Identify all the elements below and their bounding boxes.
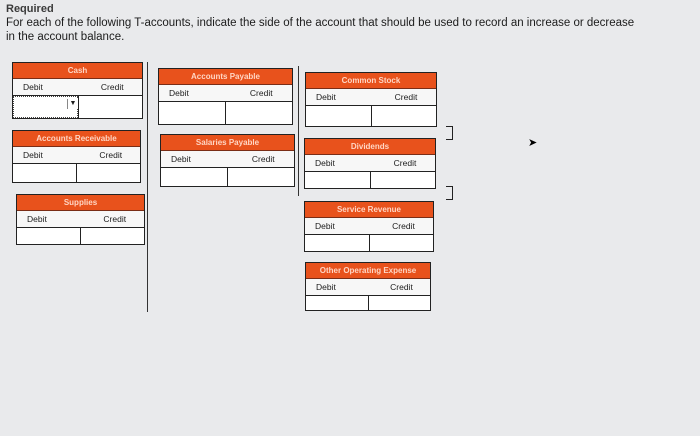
debit-label: Debit [315,158,335,168]
debit-label: Debit [316,282,336,292]
debit-label: Debit [23,150,43,160]
debit-label: Debit [27,214,47,224]
credit-entry[interactable] [370,172,436,188]
t-account-accounts-receivable [12,130,141,183]
credit-entry[interactable] [227,168,294,186]
credit-label: Credit [99,150,123,160]
divider [147,62,148,312]
credit-label: Credit [390,282,413,292]
t-account-common-stock [305,72,437,127]
t-account-title: Supplies [17,195,144,211]
credit-entry[interactable] [76,164,140,182]
debit-label: Debit [171,154,191,164]
credit-label: Credit [249,88,273,98]
debit-entry[interactable] [17,228,80,244]
t-account-service-revenue [304,201,434,252]
credit-entry[interactable] [78,96,142,118]
credit-entry[interactable] [369,235,434,251]
debit-entry[interactable] [306,106,371,126]
credit-entry[interactable] [371,106,437,126]
credit-entry[interactable] [368,296,431,310]
t-account-dividends [304,138,436,189]
chevron-down-icon[interactable]: ▼ [67,99,78,109]
credit-label: Credit [103,214,127,224]
bracket-marker [446,186,453,200]
debit-entry[interactable] [13,164,76,182]
credit-label: Credit [394,92,418,102]
credit-label: Credit [392,221,415,231]
t-account-title: Other Operating Expense [306,263,430,279]
t-account-salaries-payable [160,134,295,187]
mouse-cursor-icon: ➤ [528,137,538,149]
t-account-other-operating-expense [305,262,431,311]
credit-label: Credit [100,82,124,92]
credit-label: Credit [393,158,417,168]
t-account-title: Cash [13,63,142,79]
t-account-title: Common Stock [306,73,436,89]
instructions-block [6,3,686,44]
divider [298,66,299,196]
debit-label: Debit [316,92,336,102]
bracket-marker [446,126,453,140]
credit-entry[interactable] [225,102,292,124]
t-account-title: Service Revenue [305,202,433,218]
debit-entry[interactable] [161,168,227,186]
required-label: Required [6,3,54,15]
t-account-accounts-payable [158,68,293,125]
t-account-title: Accounts Payable [159,69,292,85]
debit-label: Debit [23,82,43,92]
t-account-cash [12,62,143,119]
t-account-title: Accounts Receivable [13,131,140,147]
debit-entry[interactable] [159,102,225,124]
debit-label: Debit [169,88,189,98]
credit-entry[interactable] [80,228,144,244]
t-account-title: Dividends [305,139,435,155]
instructions-text: For each of the following T-accounts, indicate the side of the account that should be used to record an increase or decrease in the account balance. [6,17,635,43]
debit-label: Debit [315,221,335,231]
t-account-title: Salaries Payable [161,135,294,151]
credit-label: Credit [251,154,275,164]
t-account-supplies [16,194,145,245]
debit-entry[interactable] [306,296,368,310]
debit-entry[interactable] [305,235,369,251]
debit-entry[interactable] [305,172,370,188]
